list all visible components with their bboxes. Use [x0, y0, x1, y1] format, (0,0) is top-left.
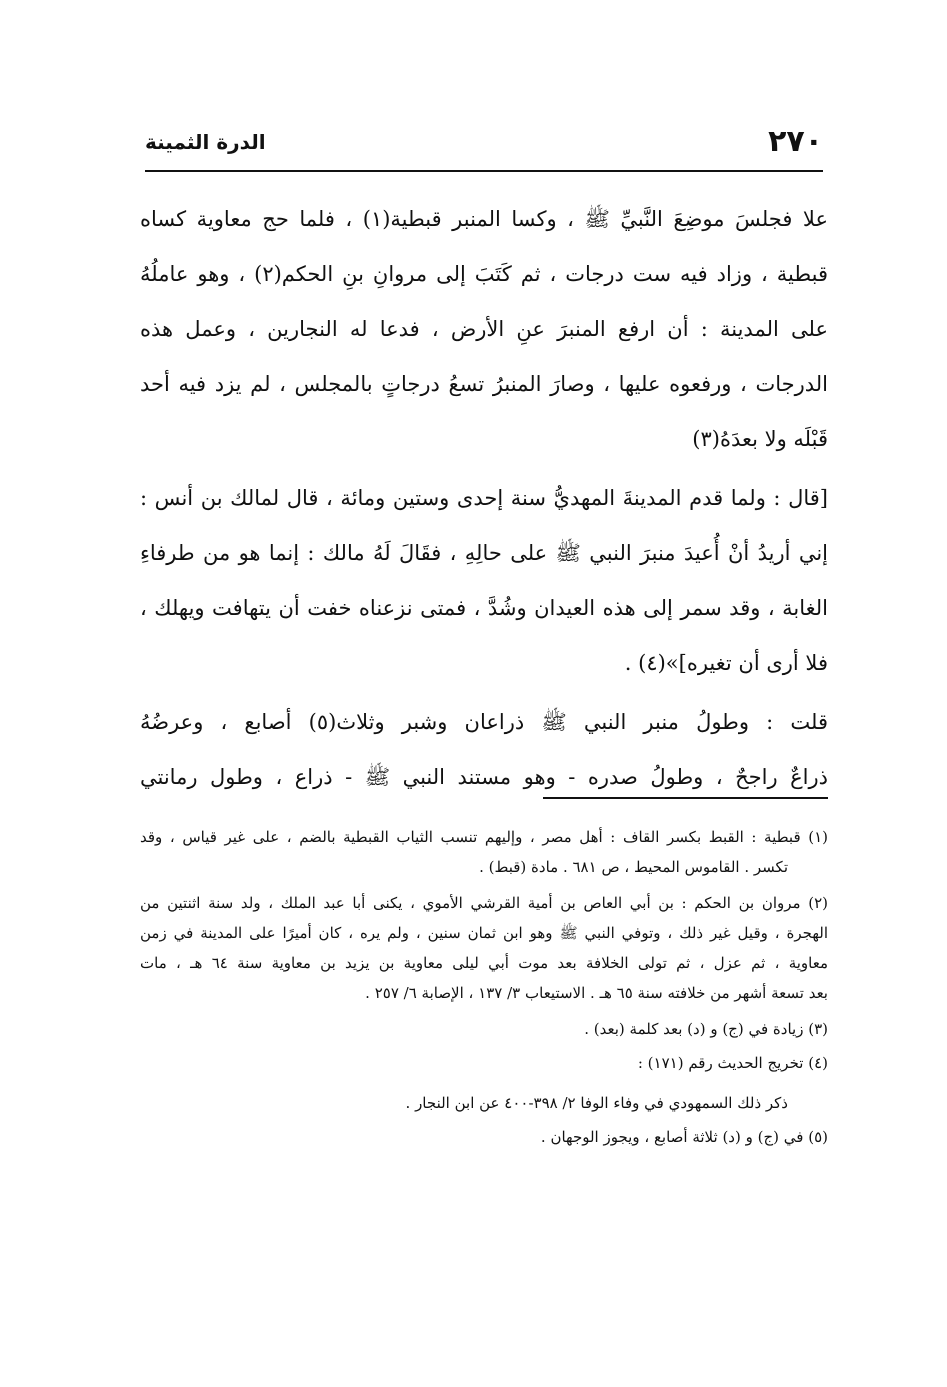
text-line: الغابة ، وقد سمر إلى هذه العيدان وشُدَّ ، فمتى نزعناه خفت أن يتهافت ويهلك ، [140, 596, 828, 620]
footnote-2 [140, 888, 828, 1008]
text-line: علا فجلسَ موضِعَ النَّبيِّ ﷺ ، وكسا المنبر قبطية(١) ، فلما حج معاوية كساه [140, 207, 828, 231]
footnotes [140, 822, 828, 1158]
page-header [145, 118, 823, 172]
footnote-line: (٣) زيادة في (ج) و (د) بعد كلمة (بعد) . [584, 1020, 828, 1038]
footnote-3 [140, 1014, 828, 1044]
footnote-line: (١) قبطية : القبط بكسر القاف : أهل مصر ، وإليهم تنسب الثياب القبطية بالضم ، على غير قياس ، وقد [140, 828, 828, 846]
footnote-title: (٤) تخريج الحديث رقم (١٧١) : [637, 1054, 828, 1072]
text-line: إني أريدُ أنْ أُعيدَ منبرَ النبي ﷺ على حالِهِ ، فقَالَ لَهُ مالك : إنما هو من طرفاءِ [140, 541, 828, 565]
main-text [140, 192, 828, 805]
footnote-line: بعد تسعة أشهر من خلافته سنة ٦٥ هـ . الاستيعاب ٣/ ١٣٧ ، الإصابة ٦/ ٢٥٧ . [365, 984, 828, 1002]
text-line: على المدينة : أن ارفع المنبرَ عنِ الأرض ، فدعا له النجارين ، وعمل هذه [140, 317, 828, 341]
footnote-5 [140, 1122, 828, 1152]
running-title: الدرة الثمينة [145, 130, 266, 154]
footnote-line: (٥) في (ج) و (د) ثلاثة أصابع ، ويجوز الوجهان . [540, 1128, 828, 1146]
text-line: ذراعٌ راجحٌ ، وطولُ صدره - وهو مستند النبي ﷺ - ذراع ، وطول رمانتي [140, 765, 828, 789]
page-number: ٢٧٠ [768, 124, 823, 159]
text-line: فلا أرى أن تغيره]»(٤) . [624, 651, 828, 675]
footnote-line: معاوية ، ثم عزل ، ثم تولى الخلافة بعد موت أبي ليلى معاوية بن يزيد بن معاوية سنة ٦٤ هـ ، مات [140, 954, 828, 972]
footnote-line: ذكر ذلك السمهودي في وفاء الوفا ٢/ ٣٩٨-٤٠٠ عن ابن النجار . [405, 1094, 788, 1112]
footnote-line: (٢) مروان بن الحكم : بن أبي العاص بن أمية القرشي الأموي ، يكنى أبا عبد الملك ، ولد سنة اثنتين من [140, 894, 828, 912]
text-line: الدرجات ، ورفعوه عليها ، وصارَ المنبرُ تسعُ درجاتٍ بالمجلس ، لم يزد فيه أحد [140, 372, 828, 396]
footnote-4 [140, 1048, 828, 1118]
text-line: قَبْلَه ولا بعدَهُ(٣) [692, 427, 828, 451]
text-line: [قال : ولما قدم المدينةَ المهديُّ سنة إحدى وستين ومائة ، قال لمالك بن أنس : [140, 486, 828, 510]
footnote-1 [140, 822, 828, 882]
text-line: قلت : وطولُ منبر النبي ﷺ ذراعان وشبر وثلاث(٥) أصابع ، وعرضُهُ [140, 710, 828, 734]
footnote-line: تكسر . القاموس المحيط ، ص ٦٨١ . مادة (قبط) . [479, 858, 788, 876]
text-line: قبطية ، وزاد فيه ست درجات ، ثم كَتَبَ إلى مروانِ بنِ الحكم(٢) ، وهو عاملُهُ [140, 262, 828, 286]
footnote-divider [543, 797, 828, 799]
footnote-line: الهجرة ، وقيل غير ذلك ، وتوفي النبي ﷺ وهو ابن ثمان سنين ، ولم يره ، كان أميرًا على المدينة في زمن [140, 924, 828, 942]
